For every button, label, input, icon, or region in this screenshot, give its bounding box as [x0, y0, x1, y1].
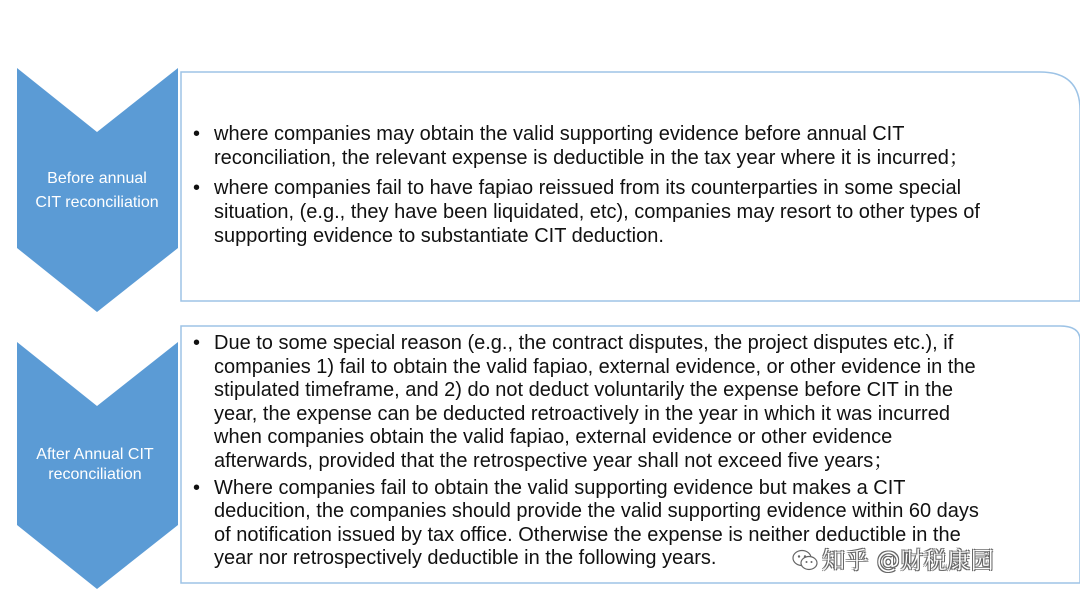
- stage-label-line: reconciliation: [48, 466, 142, 483]
- bullet-item: [193, 122, 1080, 170]
- stage-label-line: Before annual: [47, 170, 147, 187]
- bullet-list-before-annual: [193, 122, 1080, 254]
- bullet-text-line: afterwards, provided that the retrospective year shall not exceed five years；: [214, 449, 894, 472]
- bullet-text-line: reconciliation, the relevant expense is deductible in the tax year where it is incurred；: [214, 147, 969, 169]
- stage-label-line: CIT reconciliation: [35, 194, 159, 211]
- bullet-dot: •: [193, 476, 201, 499]
- bullet-text-line: Where companies fail to obtain the valid supporting evidence but makes a CIT: [214, 476, 906, 499]
- bullet-item: [193, 176, 1080, 248]
- bullet-text-line: of notification issued by tax office. Otherwise the expense is neither deductible in the: [214, 523, 961, 546]
- bullet-item: [193, 332, 1080, 474]
- bullet-dot: •: [193, 177, 201, 199]
- watermark: [792, 547, 994, 575]
- bullet-text-line: situation, (e.g., they have been liquidated, etc), companies may resort to other types of: [214, 201, 980, 223]
- bullet-text-line: companies 1) fail to obtain the valid fapiao, external evidence, or other evidence in the: [214, 355, 976, 378]
- bullet-text-line: year, the expense can be deducted retroactively in the year in which it was incurred: [214, 402, 950, 425]
- stage-label-after-annual: [10, 445, 180, 485]
- bullet-text-line: year nor retrospectively deductible in the following years.: [214, 547, 717, 570]
- bullet-text-line: Due to some special reason (e.g., the contract disputes, the project disputes etc.), if: [214, 332, 954, 354]
- bullet-dot: •: [193, 332, 201, 354]
- watermark-text: 知乎 @财税康园: [822, 548, 995, 574]
- bullet-list-after-annual: [193, 332, 1080, 574]
- stage-label-line: After Annual CIT: [36, 446, 154, 463]
- bullet-text-line: stipulated timeframe, and 2) do not deduct voluntarily the expense before CIT in the: [214, 379, 953, 402]
- bullet-dot: •: [193, 123, 201, 145]
- stage-label-before-annual: [12, 167, 182, 215]
- bullet-text-line: deducition, the companies should provide the valid supporting evidence within 60 days: [214, 500, 979, 523]
- bullet-text-line: where companies may obtain the valid supporting evidence before annual CIT: [214, 123, 905, 145]
- bullet-text-line: when companies obtain the valid fapiao, external evidence or other evidence: [214, 426, 893, 449]
- wechat-icon: [792, 549, 818, 571]
- bullet-text-line: supporting evidence to substantiate CIT deduction.: [214, 225, 664, 247]
- bullet-text-line: where companies fail to have fapiao reissued from its counterparties in some special: [214, 177, 962, 199]
